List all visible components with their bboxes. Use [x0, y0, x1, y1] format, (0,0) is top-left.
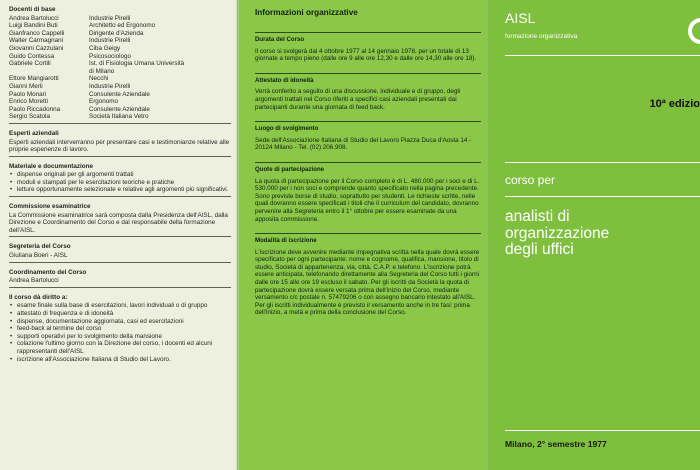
docente-name: Luigi Bandini Buti: [9, 22, 58, 30]
divider: [505, 55, 700, 56]
left-panel: [0, 0, 237, 470]
list-item: • esame finale sulla base di esercitazioni, lavori individuali o di gruppo: [9, 302, 231, 310]
docente-name: Paolo Riccadonna: [9, 105, 61, 113]
docente-name: Walter Carmagnani: [9, 37, 64, 45]
divider: [9, 123, 231, 124]
esperti-text: Esperti aziendali interverranno per presentare casi e testimonianze relative alle proprie esperienze di lavoro.: [9, 138, 230, 154]
docente-name: Paolo Monari: [9, 90, 47, 98]
docente-affiliation: di Milano: [89, 67, 115, 75]
modalita-section: [255, 233, 481, 317]
docente-affiliation: Ergonomo: [89, 98, 119, 106]
divider: [255, 121, 481, 122]
page-title: Informazioni organizzative: [255, 8, 358, 17]
modalita-heading: Modalità di iscrizione: [255, 237, 317, 245]
footer-date: Milano, 2° semestre 1977: [505, 439, 607, 449]
list-item: • attestato di frequenza e di idoneità: [9, 310, 231, 318]
docente-affiliation: Dirigente d'Azienda: [89, 29, 144, 37]
docente-affiliation: Società Italiana Vetro: [89, 113, 149, 121]
list-item: • colazione l'ultimo giorno con la Direzione del corso, i docenti ed alcuni rappresentanti dell'AISL: [9, 340, 231, 355]
docente-affiliation: Consulente Aziendale: [89, 105, 150, 113]
quote-section: [255, 162, 481, 223]
docente-affiliation: Necchi: [89, 75, 109, 83]
list-item: • moduli e stampati per le esercitazioni teoriche e pratiche: [9, 179, 231, 187]
commissione-text: La Commissione esaminatrice sarà composta dalla Presidenza dell'AISL, dalla Direzione e Coordinamento del Corso e dal responsabile della formazione dell'AISL.: [9, 211, 228, 234]
divider: [9, 236, 231, 237]
docente-name: Gabriele Cortili: [9, 60, 51, 68]
docente-name: Gianfranco Cappelli: [9, 29, 65, 37]
materiale-list: [9, 171, 231, 194]
divider: [505, 196, 700, 197]
cover-panel: [489, 0, 700, 470]
divider: [255, 162, 481, 163]
divider: [255, 32, 481, 33]
course-title-line: degli uffici: [505, 241, 574, 258]
durata-section: [255, 32, 481, 63]
course-title-line: analisti di: [505, 208, 570, 225]
diritto-list: [9, 302, 231, 363]
docente-name: Guido Contessa: [9, 52, 55, 60]
list-item: • dispense originali per gli argomenti trattati: [9, 171, 231, 179]
docente-name: Ettore Mangiarotti: [9, 75, 59, 83]
brand-title: AISL: [505, 10, 536, 26]
docente-name: Gianni Merli: [9, 82, 43, 90]
segreteria-heading: Segreteria del Corso: [9, 243, 71, 251]
list-item: • supporti operativi per lo svolgimento della mansione: [9, 333, 231, 341]
docente-affiliation: Psicosociologo: [89, 52, 132, 60]
docente-name: Enrico Moretti: [9, 98, 48, 106]
luogo-section: [255, 121, 481, 152]
esperti-heading: Esperti aziendali: [9, 129, 59, 137]
divider: [9, 196, 231, 197]
docente-name: Giovanni Cazzulani: [9, 44, 64, 52]
docenti-table: [9, 15, 231, 121]
docente-affiliation: Industrie Pirelli: [89, 14, 131, 22]
attestato-section: [255, 73, 481, 111]
diritto-heading: Il corso dà diritto a:: [9, 293, 68, 301]
durata-text: Il corso si svolgerà dal 4 ottobre 1977 al 14 gennaio 1978, per un totale di 13 giornate a tempo pieno (dalle ore 9 alle ore 12,30 e dalle ore 14,30 alle ore 18).: [255, 47, 477, 63]
luogo-text: Sede dell'Associazione Italiana di Studio del Lavoro Piazza Duca d'Aosta 14 - 20124 Milano - Tel. (02) 206.908.: [255, 136, 472, 152]
durata-heading: Durata del Corso: [255, 36, 305, 43]
list-item: • dispense, documentazione aggiornata, casi ed esercitazioni: [9, 318, 231, 326]
list-item: • iscrizione all'Associazione Italiana di Studio del Lavoro.: [9, 356, 231, 364]
fold-line: [236, 0, 239, 470]
modalita-text: L'iscrizione deve avvenire mediante impegnativa scritta nella quale dovrà essere specificato per ogni partecipante: nome e cognome, qualifica, mansione, titolo di studio, Società di appartenenza, via, città, C.A.P. e telefono. L'iscrizione potrà essere anticipata, telefonando direttamente alla Segreteria del Corso tutti i giorni dalle ore 15 alle ore 19 escluso il sabato. Per gli iscritti da Società la quota di partecipazione dovrà essere versata prima dell'inizio del Corso, mediante versamento c/c postale n. 57479206 o con assegno bancario intestato all'AISL. Per gli iscritti individualmente è previsto il versamento anche in tre fasi: prima dell'inizio, a metà e prima della conclusione del Corso.: [255, 248, 480, 317]
quote-heading: Quote di partecipazione: [255, 165, 325, 173]
middle-panel: [237, 0, 489, 470]
edition-label: 10ª edizio: [649, 98, 700, 110]
course-label: corso per: [505, 173, 556, 187]
docente-name: Sergio Scatola: [9, 113, 50, 121]
segreteria-text: Giuliana Boeri - AISL: [9, 252, 68, 260]
coordinamento-text: Andrea Bartolucci: [9, 277, 59, 285]
divider: [505, 162, 700, 163]
divider: [255, 73, 481, 74]
luogo-heading: Luogo di svolgimento: [255, 125, 319, 133]
quote-text: La quota di partecipazione per il Corso completo è di L. 480.000 per i soci e di L. 530.000 per i non soci e comprende quanto specificato nella pagina precedente. Sono previste borse di studio, soprattutto per studenti. Le richieste scritte, nelle quali dovranno essere specificati i titoli che il curriculum del candidato, dovranno pervenire alla Segreteria entro il 1° ottobre per essere esaminate da una apposita commissione.: [255, 177, 480, 223]
divider: [9, 287, 231, 288]
divider: [255, 233, 481, 234]
course-title-line: organizzazione: [505, 224, 610, 242]
docente-name: [9, 68, 89, 76]
commissione-heading: Commissione esaminatrice: [9, 203, 91, 211]
docente-name: Andrea Bartolucci: [9, 14, 59, 22]
docente-affiliation: Ist. di Fisiologia Umana Università: [89, 60, 185, 68]
docente-affiliation: Industrie Pirelli: [89, 37, 131, 45]
docente-affiliation: Architetto ed Ergonomo: [89, 22, 156, 30]
list-item: • letture opportunamente selezionate e relative agli argomenti più significativi.: [9, 186, 231, 194]
logo-ring-icon: [688, 18, 700, 44]
divider: [9, 156, 231, 157]
docenti-heading: Docenti di base: [9, 6, 56, 13]
materiale-heading: Materiale e documentazione: [9, 162, 93, 170]
course-title: [505, 209, 609, 259]
docente-affiliation: Ciba Geigy: [89, 44, 121, 52]
brand-subtitle: formazione organizzativa: [505, 33, 578, 40]
docente-affiliation: Industrie Pirelli: [89, 82, 131, 90]
list-item: • feed-back al termine del corso: [9, 325, 231, 333]
divider: [9, 262, 231, 263]
coordinamento-heading: Coordinamento del Corso: [9, 268, 87, 276]
attestato-text: Verrà conferito a seguito di una discussione, individuale e di gruppo, degli argomenti trattati nel Corso riferiti a specifici casi aziendali presentati dai partecipanti durante una giornata di feed back.: [255, 88, 461, 111]
attestato-heading: Attestato di idoneità: [255, 76, 314, 84]
divider: [505, 430, 700, 431]
docente-affiliation: Consulente Aziendale: [89, 90, 150, 98]
